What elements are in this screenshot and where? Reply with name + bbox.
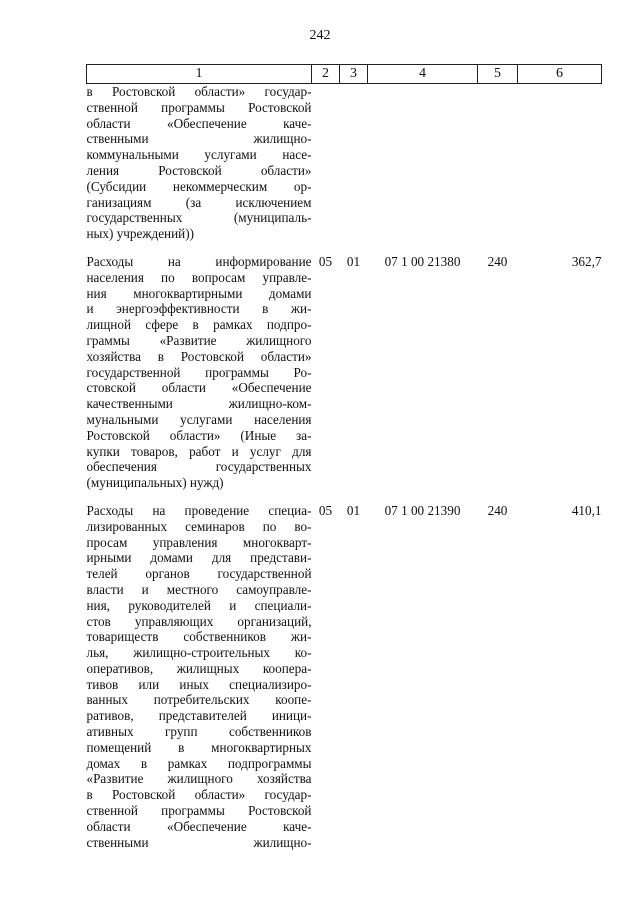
table-row xyxy=(87,84,602,242)
description-line: Расходы на информирование xyxy=(86,253,312,269)
description-line: ственными жилищно- xyxy=(86,131,312,147)
table-row xyxy=(87,254,602,491)
description-line: ганизациям (за исключением xyxy=(86,194,312,210)
description-line: товариществ собственников жи- xyxy=(86,629,312,645)
row-spacer xyxy=(87,242,602,254)
description-line: ния многоквартирными домами xyxy=(86,285,312,301)
description-line: просам управления многокварт- xyxy=(86,534,312,550)
description-line: мунальными услугами населения xyxy=(86,411,312,427)
description-line: стовской области «Обеспечение xyxy=(86,380,312,396)
description-line: домах в рамках подпрограммы xyxy=(86,755,312,771)
description-line: ния, руководителей и специали- xyxy=(86,597,312,613)
cell-target-article: 07 1 00 21390 xyxy=(384,502,461,518)
description-line: (муниципальных) нужд) xyxy=(86,475,224,491)
table-header-row xyxy=(87,65,602,84)
description-line: ных) учреждений)) xyxy=(86,226,195,242)
header-col-5: 5 xyxy=(478,65,518,84)
description-line: стов управляющих организаций, xyxy=(86,613,312,629)
description-line: обеспечения государственных xyxy=(86,459,312,475)
description-line: Ростовской области» (Иные за- xyxy=(86,427,312,443)
row-spacer xyxy=(87,491,602,503)
description-line: в Ростовской области» государ- xyxy=(86,84,312,99)
description-line: коммунальными услугами насе- xyxy=(86,147,312,163)
description-line: ственной программы Ростовской xyxy=(86,803,312,819)
budget-table xyxy=(86,64,602,850)
cell-amount: 410,1 xyxy=(571,502,602,518)
cell-amount: 362,7 xyxy=(571,253,602,269)
cell-subsection: 01 xyxy=(346,253,361,269)
description-line: области «Обеспечение каче- xyxy=(86,818,312,834)
header-col-2: 2 xyxy=(312,65,340,84)
header-col-6: 6 xyxy=(518,65,602,84)
cell-section: 05 xyxy=(318,502,333,518)
description-line: области «Обеспечение каче- xyxy=(86,115,312,131)
cell-expense-type: 240 xyxy=(487,502,508,518)
description-line: ативных групп собственников xyxy=(86,724,312,740)
cell-expense-type xyxy=(478,84,518,242)
page-number: 242 xyxy=(309,28,331,43)
description-line: государственной программы Ро- xyxy=(86,364,312,380)
row-description xyxy=(87,254,312,491)
description-line: хозяйства в Ростовской области» xyxy=(86,348,312,364)
header-col-3: 3 xyxy=(340,65,368,84)
description-line: и энергоэффективности в жи- xyxy=(86,301,312,317)
cell-expense-type: 240 xyxy=(487,253,508,269)
description-line: (Субсидии некоммерческим ор- xyxy=(86,178,312,194)
description-line: власти и местного самоуправле- xyxy=(86,581,312,597)
description-line: ственными жилищно- xyxy=(86,834,312,850)
description-line: граммы «Развитие жилищного xyxy=(86,332,312,348)
description-line: ванных потребительских коопе- xyxy=(86,692,312,708)
description-line: помещений в многоквартирных xyxy=(86,739,312,755)
cell-target-article: 07 1 00 21380 xyxy=(384,253,461,269)
description-line: ративов, представителей иници- xyxy=(86,708,312,724)
cell-target-article xyxy=(368,84,478,242)
header-col-4: 4 xyxy=(368,65,478,84)
description-line: качественными жилищно-ком- xyxy=(86,396,312,412)
description-line: ирными домами для представи- xyxy=(86,550,312,566)
description-line: населения по вопросам управле- xyxy=(86,269,312,285)
table-row xyxy=(87,503,602,851)
description-line: в Ростовской области» государ- xyxy=(86,787,312,803)
cell-section: 05 xyxy=(318,253,333,269)
description-line: телей органов государственной xyxy=(86,566,312,582)
cell-subsection: 01 xyxy=(346,502,361,518)
description-line: «Развитие жилищного хозяйства xyxy=(86,771,312,787)
description-line: лищной сфере в рамках подпро- xyxy=(86,317,312,333)
row-description xyxy=(87,84,312,242)
cell-subsection xyxy=(340,84,368,242)
description-line: лизированных семинаров по во- xyxy=(86,518,312,534)
cell-section xyxy=(312,84,340,242)
description-line: ственной программы Ростовской xyxy=(86,99,312,115)
description-line: Расходы на проведение специа- xyxy=(86,502,312,518)
header-col-1: 1 xyxy=(87,65,312,84)
description-line: тивов или иных специализиро- xyxy=(86,676,312,692)
description-line: ления Ростовской области» xyxy=(86,162,312,178)
cell-amount xyxy=(518,84,602,242)
description-line: государственных (муниципаль- xyxy=(86,210,312,226)
description-line: лья, жилищно-строительных ко- xyxy=(86,645,312,661)
description-line: оперативов, жилищных коопера- xyxy=(86,660,312,676)
row-description xyxy=(87,503,312,851)
description-line: купки товаров, работ и услуг для xyxy=(86,443,312,459)
